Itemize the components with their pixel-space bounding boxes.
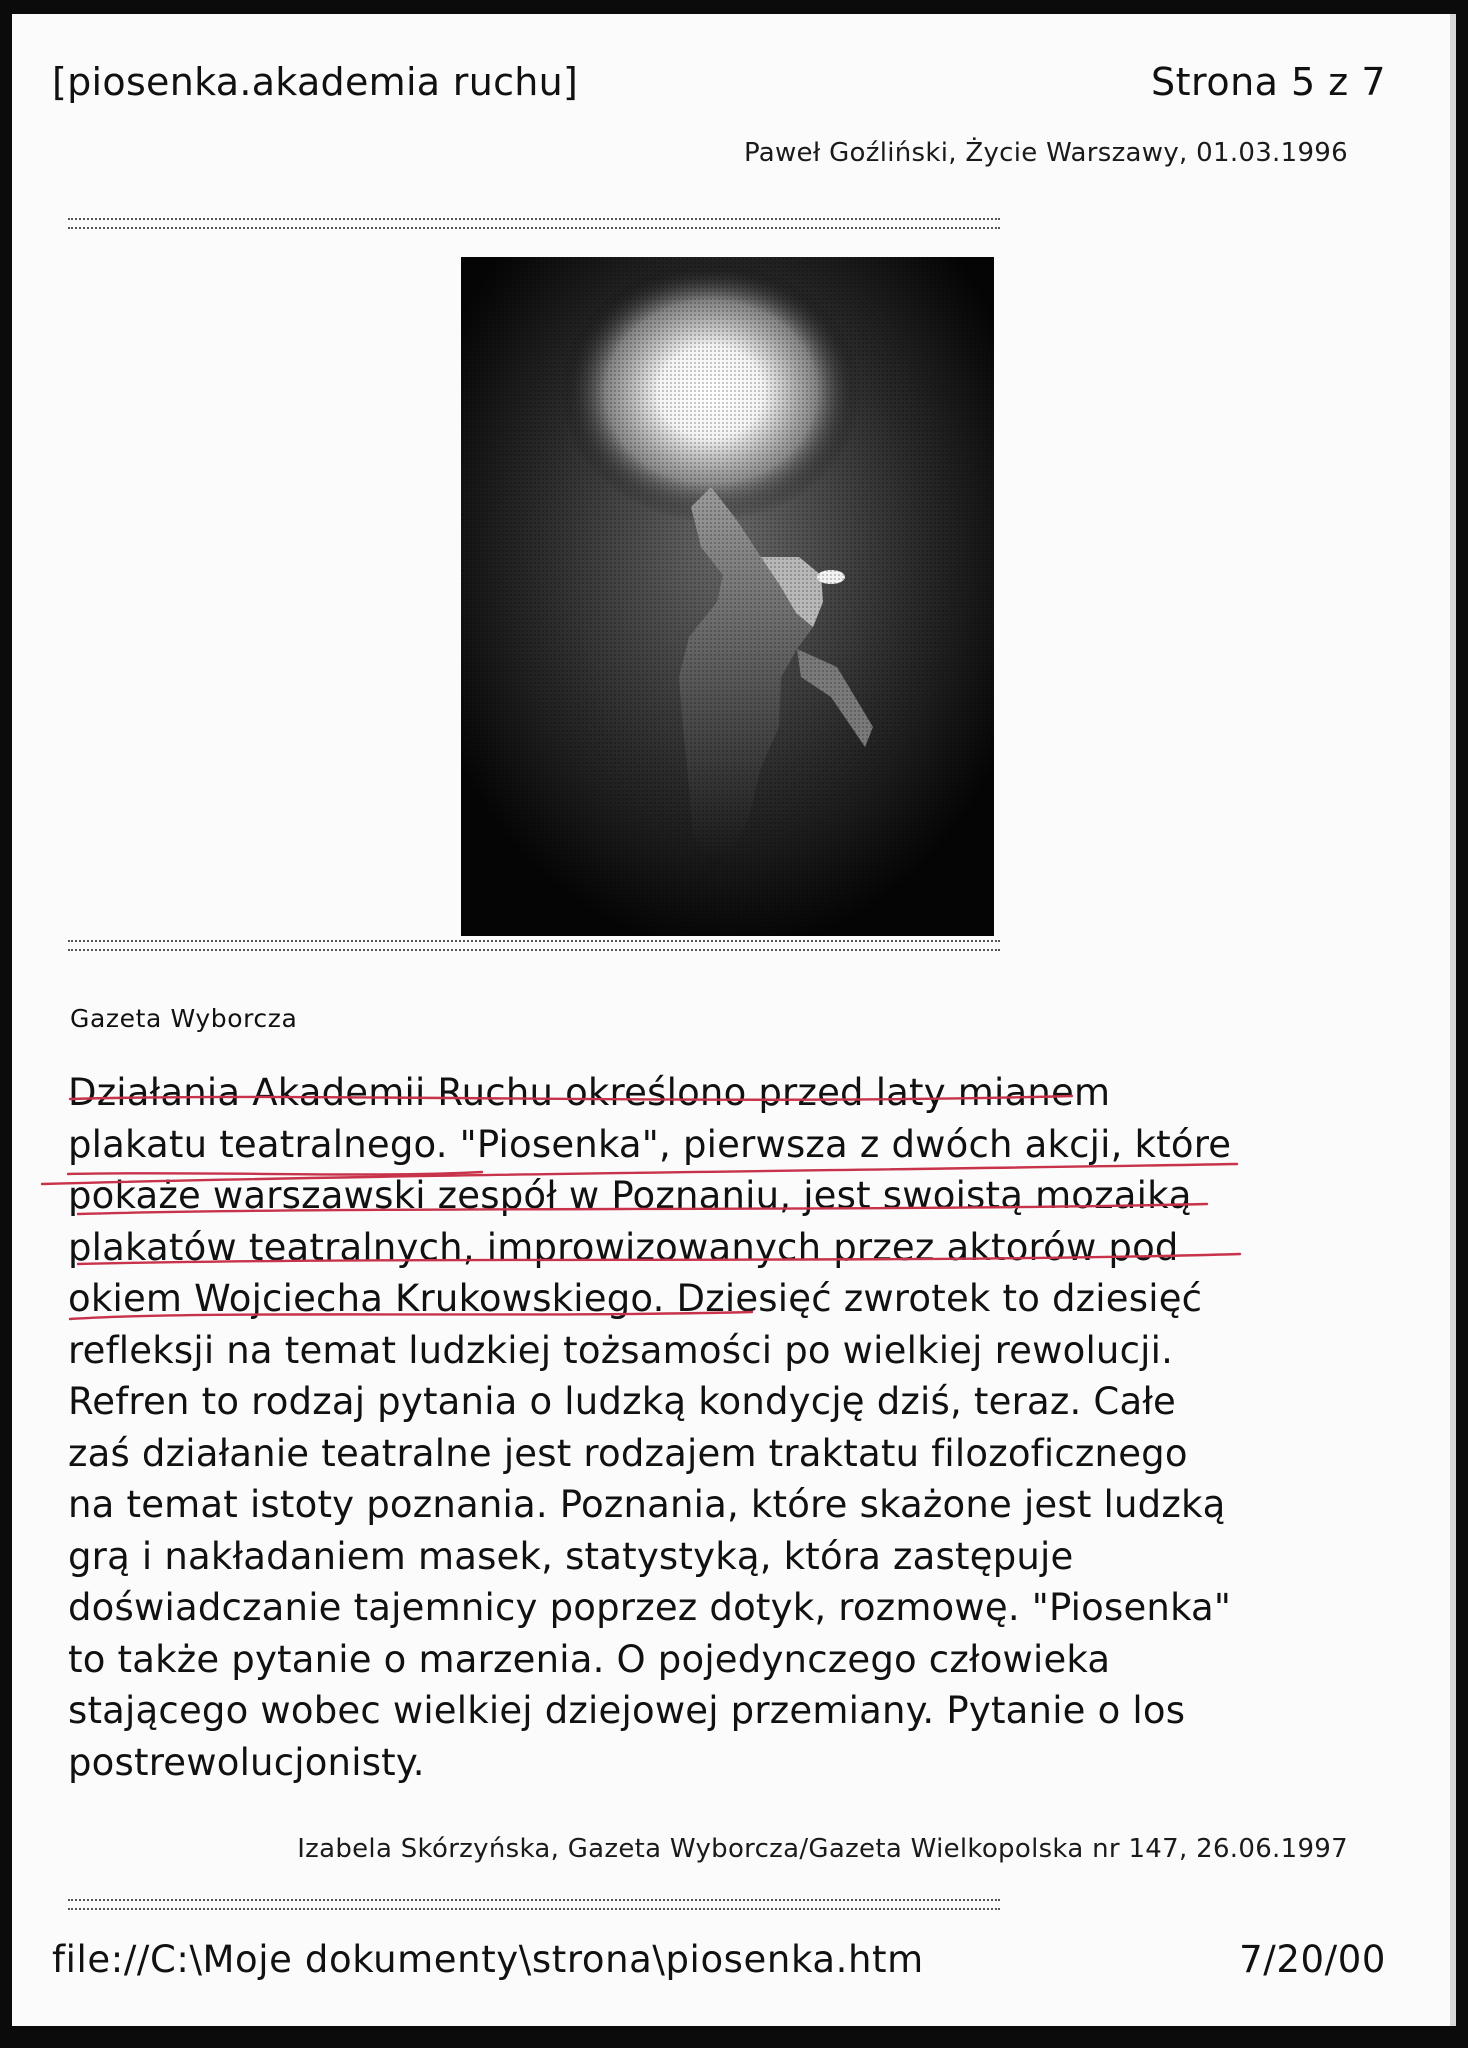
dotted-divider bbox=[68, 1899, 1000, 1910]
article-line: na temat istoty poznania. Poznania, które skażone jest ludzką bbox=[68, 1483, 1226, 1526]
dotted-divider bbox=[68, 218, 1000, 229]
article-line: grą i nakładaniem masek, statystyką, która zastępuje bbox=[68, 1534, 1074, 1578]
article-source: Gazeta Wyborcza bbox=[70, 1004, 298, 1033]
article-line: Refren to rodzaj pytania o ludzką kondycję dziś, teraz. Całe bbox=[68, 1380, 1176, 1423]
article-line: to także pytanie o marzenia. O pojedynczego człowieka bbox=[68, 1637, 1111, 1681]
article-line: doświadczanie tajemnicy poprzez dotyk, rozmowę. "Piosenka" bbox=[68, 1586, 1232, 1629]
article-line: Działania Akademii Ruchu określono przed laty mianem bbox=[68, 1071, 1111, 1114]
file-path: file://C:\Moje dokumenty\strona\piosenka.htm bbox=[52, 1938, 924, 1981]
article-line: zaś działanie teatralne jest rodzajem traktatu filozoficznego bbox=[68, 1431, 1188, 1475]
article-line: plakatów teatralnych, improwizowanych przez aktorów pod bbox=[68, 1225, 1179, 1269]
performer-with-light-photo-icon bbox=[461, 257, 994, 936]
article-line: postrewolucjonisty. bbox=[68, 1740, 425, 1784]
page-indicator: Strona 5 z 7 bbox=[1151, 60, 1386, 104]
article-line: stającego wobec wielkiej dziejowej przemiany. Pytanie o los bbox=[68, 1689, 1186, 1732]
article-line: okiem Wojciecha Krukowskiego. Dziesięć zwrotek to dziesięć bbox=[68, 1277, 1203, 1320]
printed-page bbox=[12, 14, 1456, 2026]
article-credit-bottom: Izabela Skórzyńska, Gazeta Wyborcza/Gazeta Wielkopolska nr 147, 26.06.1997 bbox=[297, 1834, 1348, 1864]
article-line: refleksji na temat ludzkiej tożsamości po wielkiej rewolucji. bbox=[68, 1328, 1174, 1372]
article-line: plakatu teatralnego. "Piosenka", pierwsza z dwóch akcji, które bbox=[68, 1122, 1232, 1166]
print-date: 7/20/00 bbox=[1239, 1938, 1386, 1981]
dotted-divider bbox=[68, 940, 1000, 951]
article-body bbox=[68, 1067, 1408, 1788]
performer-photo bbox=[461, 257, 994, 936]
article-credit-top: Paweł Goźliński, Życie Warszawy, 01.03.1996 bbox=[743, 138, 1348, 168]
article-line: pokaże warszawski zespół w Poznaniu, jest swoistą mozaiką bbox=[68, 1174, 1192, 1217]
page-header-title: [piosenka.akademia ruchu] bbox=[52, 60, 579, 104]
